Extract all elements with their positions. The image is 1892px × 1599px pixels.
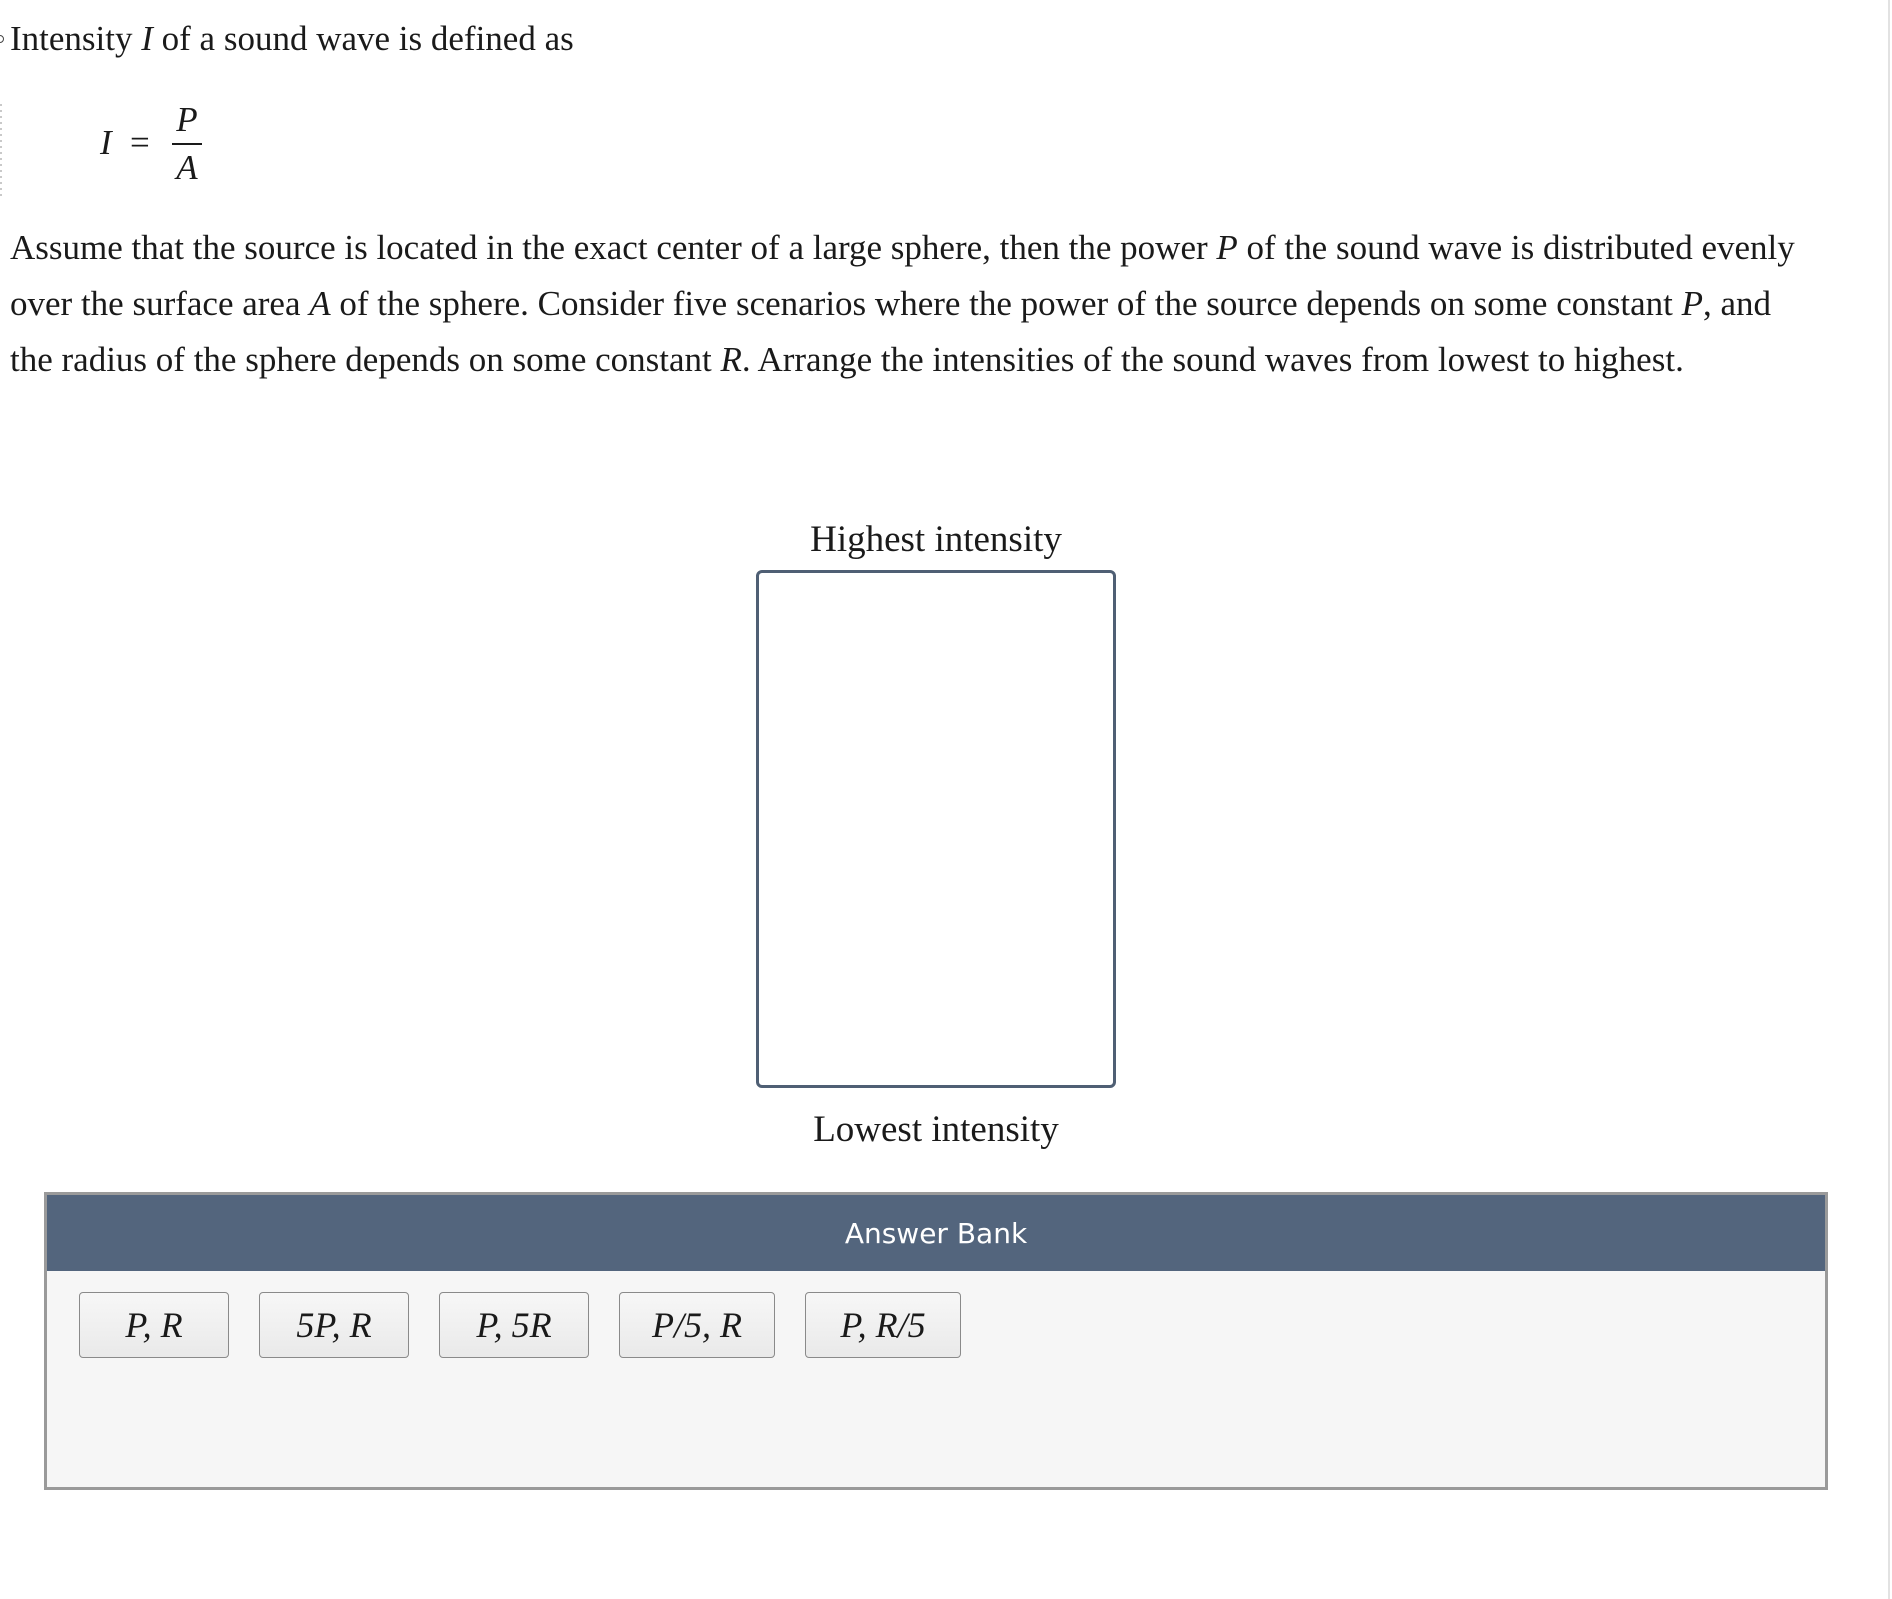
formula-fraction [172, 100, 202, 188]
variable-r: R [720, 340, 742, 379]
formula-denominator: A [176, 148, 198, 187]
variable-p: P [1216, 228, 1238, 267]
intro-text-end: of a sound wave is defined as [152, 19, 574, 58]
left-margin-ticks [0, 104, 2, 200]
left-margin-marker [0, 35, 4, 43]
line-2-text-c: , and [1703, 284, 1772, 323]
variable-p: P [1681, 284, 1704, 323]
formula-lhs: I [100, 123, 112, 162]
line-2-text-a: over the surface area [10, 284, 310, 323]
page-right-border [1888, 0, 1890, 1599]
line-3-text-b: . Arrange the intensities of the sound waves from lowest to highest. [741, 340, 1684, 379]
variable-a: A [309, 284, 331, 323]
question-paragraph [10, 220, 1870, 388]
answer-tile[interactable]: P, 5R [439, 1292, 589, 1358]
answer-tile[interactable]: P/5, R [619, 1292, 775, 1358]
intensity-formula [100, 100, 220, 190]
lowest-intensity-label: Lowest intensity [813, 1109, 1059, 1150]
highest-intensity-label: Highest intensity [810, 519, 1062, 560]
answer-tile[interactable]: 5P, R [259, 1292, 409, 1358]
paragraph-line-3 [10, 332, 1870, 388]
paragraph-line-1 [10, 220, 1870, 276]
answer-tile[interactable]: P, R/5 [805, 1292, 961, 1358]
intro-text-start: Intensity [10, 19, 142, 58]
intro-text [10, 16, 574, 62]
answer-bank[interactable] [44, 1192, 1828, 1490]
answer-tile[interactable]: P, R [79, 1292, 229, 1358]
line-1-text-a: Assume that the source is located in the exact center of a large sphere, then the power [10, 228, 1217, 267]
formula-numerator: P [176, 100, 198, 139]
line-3-text-a: the radius of the sphere depends on some constant [10, 340, 721, 379]
fraction-bar [172, 143, 202, 145]
intro-variable-i: I [141, 19, 153, 58]
line-1-text-b: of the sound wave is distributed evenly [1237, 228, 1795, 267]
ranking-drop-zone[interactable] [756, 570, 1116, 1088]
line-2-text-b: of the sphere. Consider five scenarios where the power of the source depends on some constant [330, 284, 1682, 323]
answer-bank-header: Answer Bank [47, 1195, 1825, 1271]
formula-equals: = [130, 123, 150, 162]
paragraph-line-2 [10, 276, 1870, 332]
